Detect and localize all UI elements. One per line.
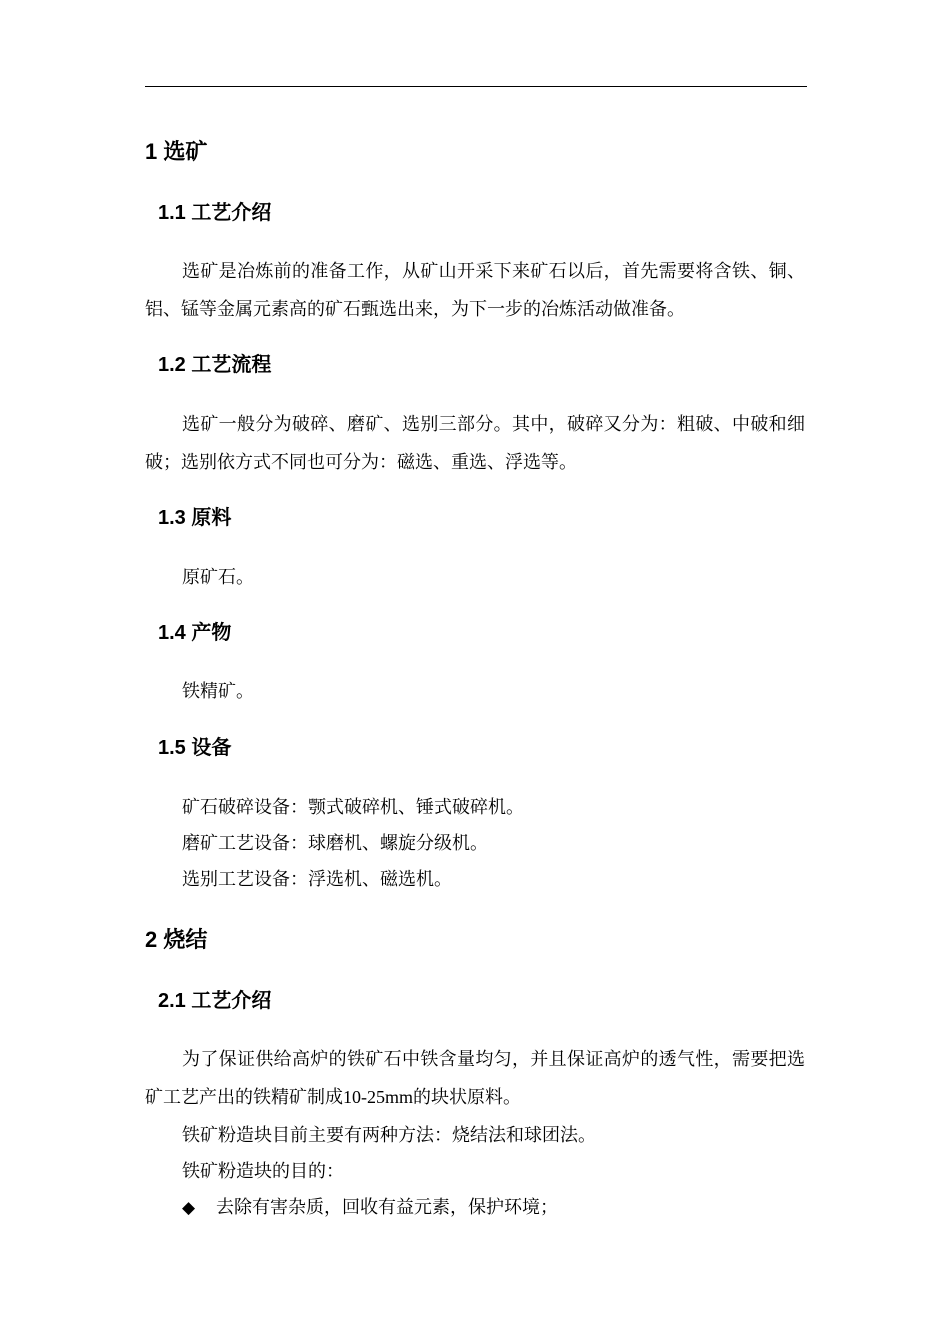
subsection-1-4-text: 铁精矿。 [182, 681, 254, 701]
subsection-1-3-text: 原矿石。 [182, 567, 254, 587]
subsection-2-1-title: 2.1 工艺介绍 [158, 990, 272, 1012]
section-1-title: 1 选矿 [145, 139, 208, 164]
subsection-1-4-title: 1.4 产物 [158, 622, 232, 644]
equipment-line-crushing: 矿石破碎设备：颚式破碎机、锤式破碎机。 [182, 797, 524, 817]
subsection-2-1-line-methods: 铁矿粉造块目前主要有两种方法：烧结法和球团法。 [182, 1125, 596, 1145]
header-rule [145, 86, 807, 87]
subsection-1-5-title: 1.5 设备 [158, 737, 232, 759]
subsection-2-1-line-purpose: 铁矿粉造块的目的： [182, 1161, 344, 1181]
subsection-1-1-title: 1.1 工艺介绍 [158, 202, 272, 224]
equipment-line-grinding: 磨矿工艺设备：球磨机、螺旋分级机。 [182, 833, 488, 853]
equipment-line-separation: 选别工艺设备：浮选机、磁选机。 [182, 869, 452, 889]
diamond-bullet-icon: ◆ [182, 1198, 196, 1218]
subsection-1-2-title: 1.2 工艺流程 [158, 354, 272, 376]
section-2-title: 2 烧结 [145, 927, 208, 952]
subsection-1-3-title: 1.3 原料 [158, 507, 232, 529]
bullet-item-text: 去除有害杂质，回收有益元素，保护环境； [216, 1197, 558, 1217]
subsection-2-1-paragraph: 为了保证供给高炉的铁矿石中铁含量均匀，并且保证高炉的透气性，需要把选矿工艺产出的铁精矿制成10-25mm的块状原料。 [145, 1049, 805, 1107]
subsection-1-1-paragraph: 选矿是冶炼前的准备工作，从矿山开采下来矿石以后，首先需要将含铁、铜、铝、锰等金属元素高的矿石甄选出来，为下一步的冶炼活动做准备。 [145, 261, 805, 319]
subsection-1-2-paragraph: 选矿一般分为破碎、磨矿、选别三部分。其中，破碎又分为：粗破、中破和细破；选别依方式不同也可分为：磁选、重选、浮选等。 [145, 414, 805, 472]
bullet-item [182, 1195, 558, 1220]
